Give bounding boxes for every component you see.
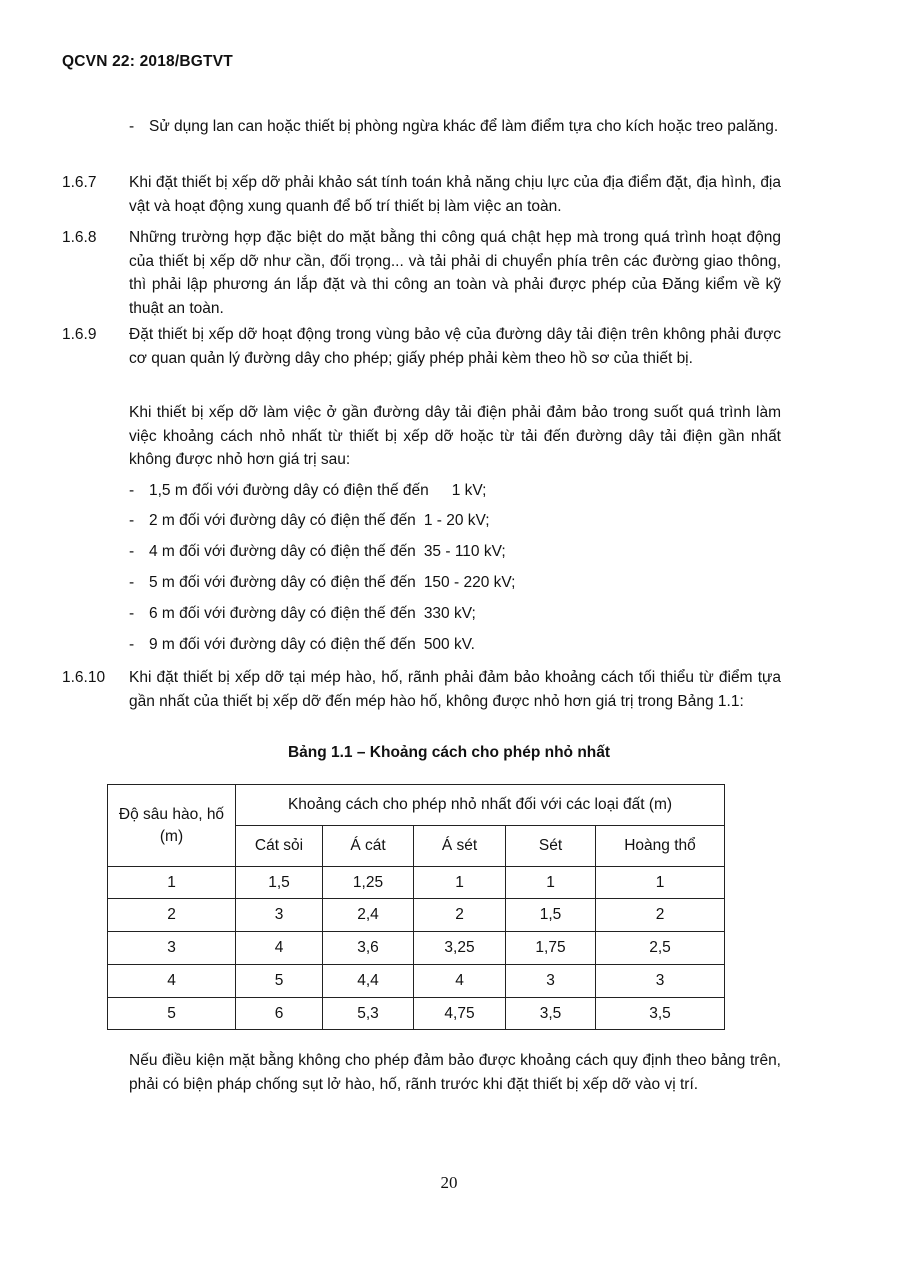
table-row <box>108 965 725 998</box>
table-header-row <box>108 785 725 826</box>
bullet-dash: - <box>129 118 135 135</box>
table-cell: 2 <box>414 899 506 932</box>
soil-type-header: Sét <box>506 826 596 867</box>
table-cell: 5 <box>236 965 323 998</box>
table-cell: 4,75 <box>414 998 506 1030</box>
table-cell: 5,3 <box>323 998 414 1030</box>
intro-item-text: Sử dụng lan can hoặc thiết bị phòng ngừa khác để làm điểm tựa cho kích hoặc treo palăng. <box>149 118 779 135</box>
table-cell: 3 <box>596 965 725 998</box>
table-cell: 1 <box>414 867 506 899</box>
list-item: 6 m đối với đường dây có điện thế đến 330 kV; <box>149 605 476 622</box>
table-cell: 3,25 <box>414 932 506 965</box>
section-text-1-6-10: Khi đặt thiết bị xếp dỡ tại mép hào, hố, rãnh phải đảm bảo khoảng cách tối thiểu từ điểm tựa gần nhất của thiết bị xếp dỡ đến mép hào hố, không được nhỏ hơn giá trị trong Bảng 1.1: <box>129 669 781 710</box>
section-number-1-6-7: 1.6.7 <box>62 174 97 191</box>
page-number: 20 <box>440 1173 458 1192</box>
table-cell: 2,5 <box>596 932 725 965</box>
closing-paragraph: Nếu điều kiện mặt bằng không cho phép đảm bảo được khoảng cách quy định theo bảng trên, phải có biện pháp chống sụt lở hào, hố, rãnh trước khi đặt thiết bị xếp dỡ vào vị trí. <box>129 1052 781 1093</box>
section-number-1-6-10: 1.6.10 <box>62 669 106 686</box>
table-cell: 3,5 <box>506 998 596 1030</box>
table-cell: 2 <box>596 899 725 932</box>
table-cell: 3 <box>236 899 323 932</box>
soil-type-header: Á cát <box>323 826 414 867</box>
table-cell: 1,5 <box>236 867 323 899</box>
table-cell: 4 <box>236 932 323 965</box>
soil-type-header: Á sét <box>414 826 506 867</box>
table-cell: 4 <box>108 965 236 998</box>
list-item: 5 m đối với đường dây có điện thế đến 150 - 220 kV; <box>149 574 516 591</box>
table-cell: 3 <box>108 932 236 965</box>
table-cell: 2 <box>108 899 236 932</box>
bullet-dash: - <box>129 512 135 529</box>
bullet-dash: - <box>129 482 135 499</box>
table-cell: 3,6 <box>323 932 414 965</box>
distance-table <box>107 784 725 1030</box>
soil-type-header: Cát sỏi <box>236 826 323 867</box>
table-cell: 1,5 <box>506 899 596 932</box>
table-row <box>108 867 725 899</box>
table-cell: 5 <box>108 998 236 1030</box>
list-item: 1,5 m đối với đường dây có điện thế đến 1 kV; <box>149 482 487 499</box>
table-cell: 1 <box>596 867 725 899</box>
section-text-1-6-7: Khi đặt thiết bị xếp dỡ phải khảo sát tính toán khả năng chịu lực của địa điểm đặt, địa hình, địa vật và hoạt động xung quanh để bố trí thiết bị làm việc an toàn. <box>129 174 781 215</box>
document-header: QCVN 22: 2018/BGTVT <box>62 53 233 70</box>
section-number-1-6-8: 1.6.8 <box>62 229 97 246</box>
section-1-6-9-paragraph: Khi thiết bị xếp dỡ làm việc ở gần đường dây tải điện phải đảm bảo trong suốt quá trình làm việc khoảng cách nhỏ nhất từ thiết bị xếp dỡ hoặc từ tải đến đường dây tải điện gần nhất không được nhỏ hơn giá trị sau: <box>129 404 781 468</box>
bullet-dash: - <box>129 636 135 653</box>
bullet-dash: - <box>129 574 135 591</box>
depth-header: Độ sâu hào, hố (m) <box>108 785 236 867</box>
section-text-1-6-9: Đặt thiết bị xếp dỡ hoạt động trong vùng bảo vệ của đường dây tải điện trên không phải được cơ quan quản lý đường dây cho phép; giấy phép phải kèm theo hồ sơ của thiết bị. <box>129 326 781 367</box>
soil-type-header: Hoàng thổ <box>596 826 725 867</box>
table-caption: Bảng 1.1 – Khoảng cách cho phép nhỏ nhất <box>287 744 611 761</box>
table-cell: 3 <box>506 965 596 998</box>
bullet-dash: - <box>129 543 135 560</box>
table-cell: 1,75 <box>506 932 596 965</box>
table-cell: 1 <box>108 867 236 899</box>
table-cell: 4,4 <box>323 965 414 998</box>
table-cell: 3,5 <box>596 998 725 1030</box>
table-row <box>108 998 725 1030</box>
list-item: 9 m đối với đường dây có điện thế đến 500 kV. <box>149 636 475 653</box>
bullet-dash: - <box>129 605 135 622</box>
table-cell: 1 <box>506 867 596 899</box>
table-row <box>108 932 725 965</box>
table-cell: 4 <box>414 965 506 998</box>
table-cell: 2,4 <box>323 899 414 932</box>
table-cell: 1,25 <box>323 867 414 899</box>
table-cell: 6 <box>236 998 323 1030</box>
soil-group-header: Khoảng cách cho phép nhỏ nhất đối với các loại đất (m) <box>236 785 725 826</box>
section-text-1-6-8: Những trường hợp đặc biệt do mặt bằng thi công quá chật hẹp mà trong quá trình hoạt động của thiết bị xếp dỡ như cần, đối trọng... và tải phải di chuyển phía trên các đường giao thông, thì phải lập phương án lắp đặt và thi công an toàn và phải được phép của Đăng kiểm về kỹ thuật an toàn. <box>129 229 781 317</box>
section-number-1-6-9: 1.6.9 <box>62 326 97 343</box>
list-item: 4 m đối với đường dây có điện thế đến 35 - 110 kV; <box>149 543 506 560</box>
list-item: 2 m đối với đường dây có điện thế đến 1 - 20 kV; <box>149 512 490 529</box>
table-row <box>108 899 725 932</box>
